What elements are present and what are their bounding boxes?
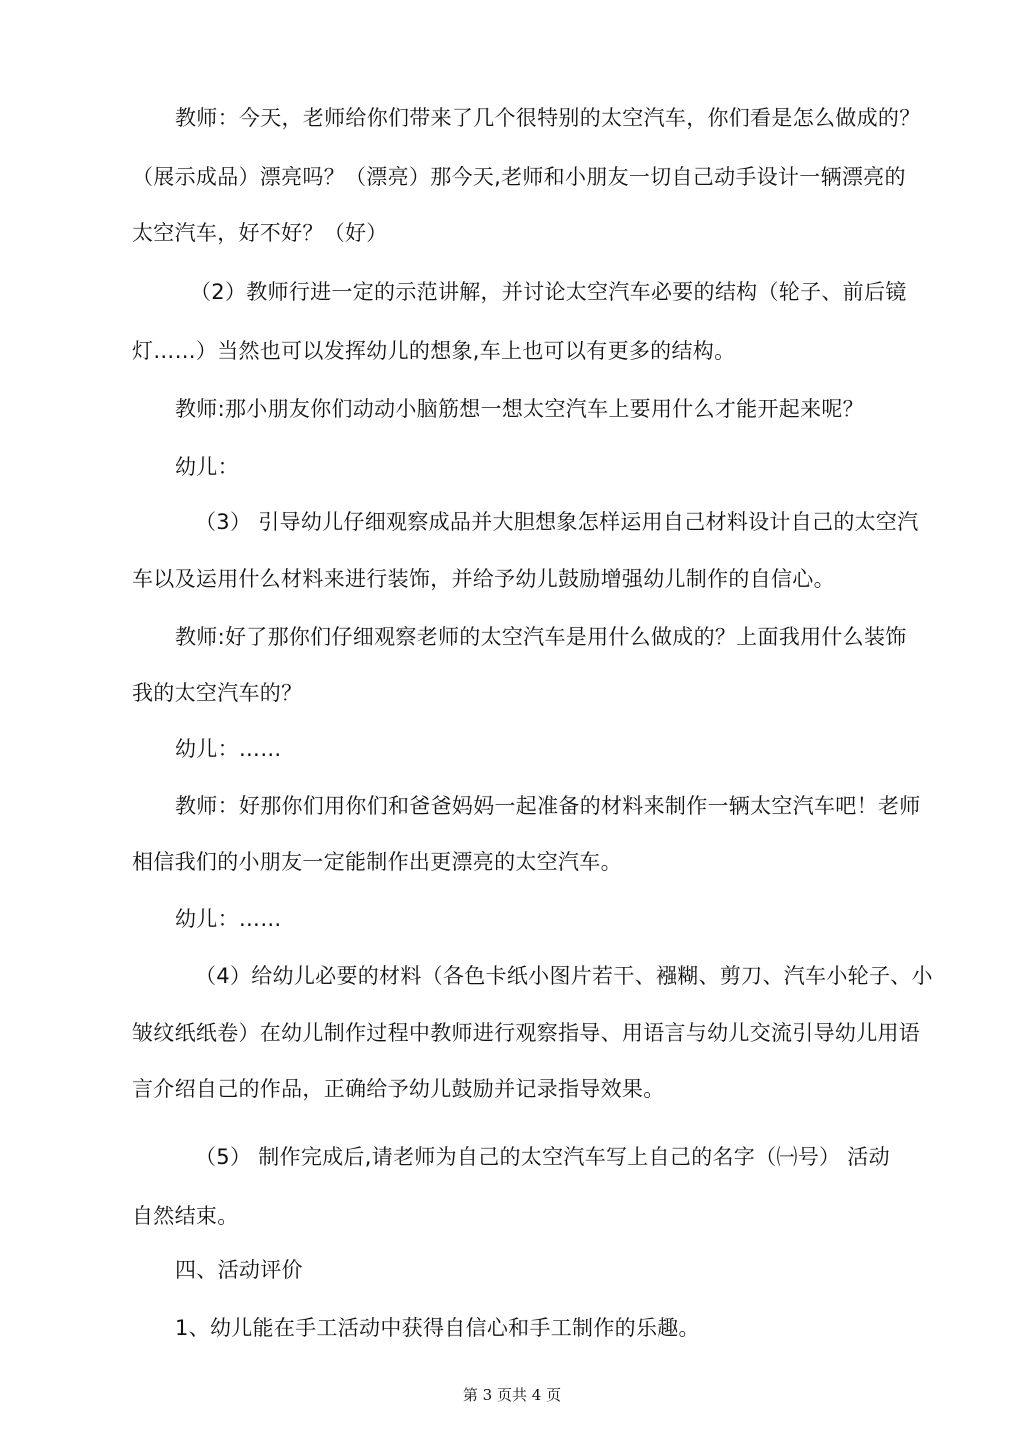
text-line: 幼儿：……: [175, 907, 282, 931]
text-line: 幼儿：: [175, 455, 239, 479]
page-footer: 第 3 页共 4 页: [462, 1386, 562, 1404]
text-line: 车以及运用什么材料来进行装饰，并给予幼儿鼓励增强幼儿制作的自信心。: [132, 567, 835, 591]
text-line: 教师:好了那你们仔细观察老师的太空汽车是用什么做成的？上面我用什么装饰: [175, 625, 907, 649]
text-line: （3） 引导幼儿仔细观察成品并大胆想象怎样运用自己材料设计自己的太空汽: [195, 510, 919, 534]
text-line: （2）教师行进一定的示范讲解，并讨论太空汽车必要的结构（轮子、前后镜: [190, 280, 907, 304]
text-line: 自然结束。: [132, 1204, 239, 1228]
text-line: 灯……）当然也可以发挥幼儿的想象,车上也可以有更多的结构。: [132, 339, 736, 363]
text-line: 言介绍自己的作品，正确给予幼儿鼓励并记录指导效果。: [132, 1077, 665, 1101]
text-line: （5） 制作完成后,请老师为自己的太空汽车写上自己的名字（㈠号） 活动: [195, 1145, 890, 1169]
text-line: 太空汽车，好不好？（好）: [132, 221, 388, 245]
text-line: 幼儿：……: [175, 737, 282, 761]
text-line: 相信我们的小朋友一定能制作出更漂亮的太空汽车。: [132, 850, 622, 874]
text-line: 我的太空汽车的？: [132, 681, 303, 705]
text-line: 教师:那小朋友你们动动小脑筋想一想太空汽车上要用什么才能开起来呢？: [175, 397, 864, 421]
text-line: 教师：好那你们用你们和爸爸妈妈一起准备的材料来制作一辆太空汽车吧！老师: [175, 794, 921, 818]
text-line: 皱纹纸纸卷）在幼儿制作过程中教师进行观察指导、用语言与幼儿交流引导幼儿用语: [132, 1021, 921, 1045]
section-heading: 四、活动评价: [175, 1258, 303, 1282]
text-line: 1、幼儿能在手工活动中获得自信心和手工制作的乐趣。: [175, 1316, 700, 1340]
text-line: 教师：今天，老师给你们带来了几个很特别的太空汽车，你们看是怎么做成的？: [175, 106, 921, 130]
text-line: （4）给幼儿必要的材料（各色卡纸小图片若干、襁糊、剪刀、汽车小轮子、小: [195, 964, 933, 988]
text-line: （展示成品）漂亮吗？（漂亮）那今天,老师和小朋友一切自己动手设计一辆漂亮的: [132, 165, 906, 189]
